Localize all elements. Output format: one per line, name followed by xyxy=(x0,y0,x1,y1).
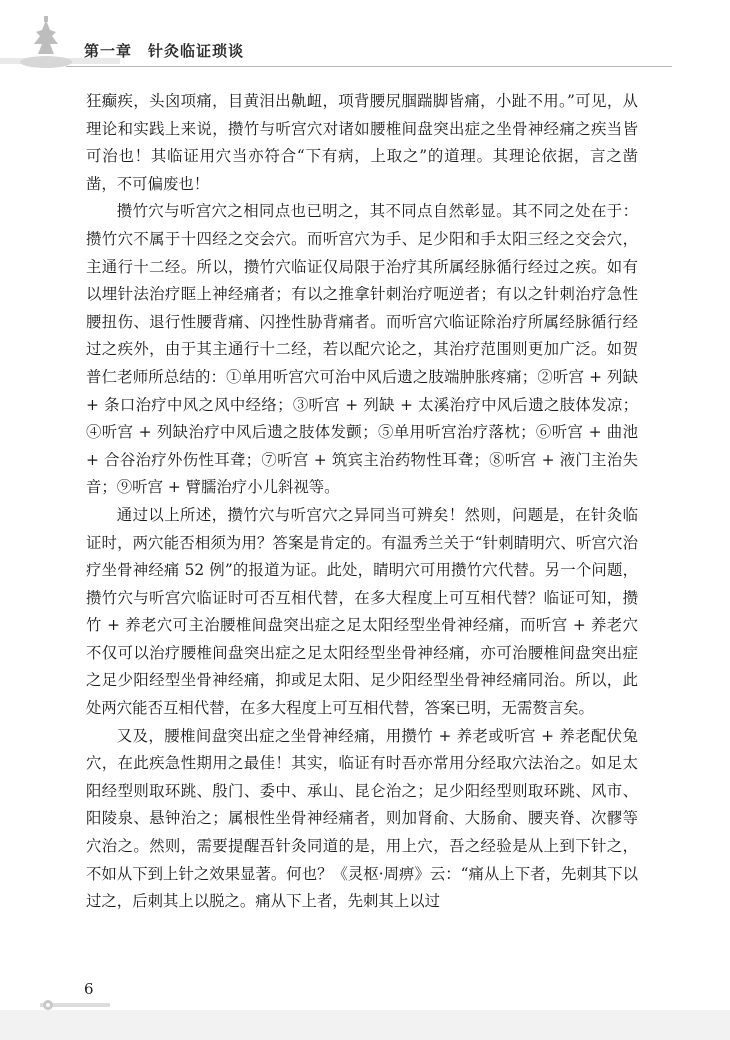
footer-band xyxy=(0,1010,730,1040)
header-divider xyxy=(66,66,672,67)
paragraph: 通过以上所述，攒竹穴与听宫穴之异同当可辨矣！然则，问题是，在针灸临证时，两穴能否相须为用？答案是肯定的。有温秀兰关于“针刺睛明穴、听宫穴治疗坐骨神经痛 52 例”的报道为证。此处，睛明穴可用攒竹穴代替。另一个问题，攒竹穴与听宫穴临证时可否互相代替，在多大程度上可互相代替？临证可知，攒竹 + 养老穴可主治腰椎间盘突出症之足太阳经型坐骨神经痛，而听宫 + 养老穴不仅可以治疗腰椎间盘突出症之足太阳经型坐骨神经痛，亦可治腰椎间盘突出症之足少阳经型坐骨神经痛，抑或足太阳、足少阳经型坐骨神经痛同治。所以，此处两穴能否互相代替，在多大程度上可互相代替，答案已明，无需赘言矣。 xyxy=(86,505,638,718)
page-footer xyxy=(0,960,730,1040)
chapter-title: 第一章 针灸临证琐谈 xyxy=(84,42,245,60)
page-body xyxy=(86,88,638,916)
paragraph: 狂癫疾，头囟项痛，目黄泪出鼽衄，项背腰尻腘踹脚皆痛，小趾不用。”可见，从理论和实践上来说，攒竹与听宫穴对诸如腰椎间盘突出症之坐骨神经痛之疾当皆可治也！其临证用穴当亦符合“下有病，上取之”的道理。其理论依据，言之凿凿，不可偏废也！ xyxy=(86,92,638,193)
running-header xyxy=(0,0,730,78)
paragraph: 又及，腰椎间盘突出症之坐骨神经痛，用攒竹 + 养老或听宫 + 养老配伏兔穴，在此疾急性期用之最佳！其实，临证有时吾亦常用分经取穴法治之。如足太阳经型则取环跳、殷门、委中、承山、昆仑治之；足少阳经型则取环跳、风市、阳陵泉、悬钟治之；属根性坐骨神经痛者，则加肾俞、大肠俞、腰夹脊、次髎等穴治之。然则，需要提醒吾针灸同道的是，用上穴，吾之经验是从上到下针之，不如从下到上针之效果显著。何也？《灵枢·周痹》云：“痛从上下者，先刺其下以过之，后刺其上以脱之。痛从下上者，先刺其上以过 xyxy=(86,726,638,911)
page-number: 6 xyxy=(84,980,94,998)
paragraph: 攒竹穴与听宫穴之相同点也已明之，其不同点自然彰显。其不同之处在于：攒竹穴不属于十四经之交会穴。而听宫穴为手、足少阳和手太阳三经之交会穴，主通行十二经。所以，攒竹穴临证仅局限于治疗其所属经脉循行经过之疾。如有以埋针法治疗眶上神经痛者；有以之推拿针刺治疗呃逆者；有以之针刺治疗急性腰扭伤、退行性腰背痛、闪挫性胁背痛者。而听宫穴临证除治疗所属经脉循行经过之疾外，由于其主通行十二经，若以配穴论之，其治疗范围则更加广泛。如贺普仁老师所总结的：①单用听宫穴可治中风后遗之肢端肿胀疼痛；②听宫 + 列缺 + 条口治疗中风之风中经络；③听宫 + 列缺 + 太溪治疗中风后遗之肢体发凉；④听宫 + 列缺治疗中风后遗之肢体发颤；⑤单用听宫治疗落枕；⑥听宫 + 曲池 + 合谷治疗外伤性耳聋；⑦听宫 + 筑宾主治药物性耳聋；⑧听宫 + 液门主治失音；⑨听宫 + 臂臑治疗小儿斜视等。 xyxy=(86,202,638,497)
